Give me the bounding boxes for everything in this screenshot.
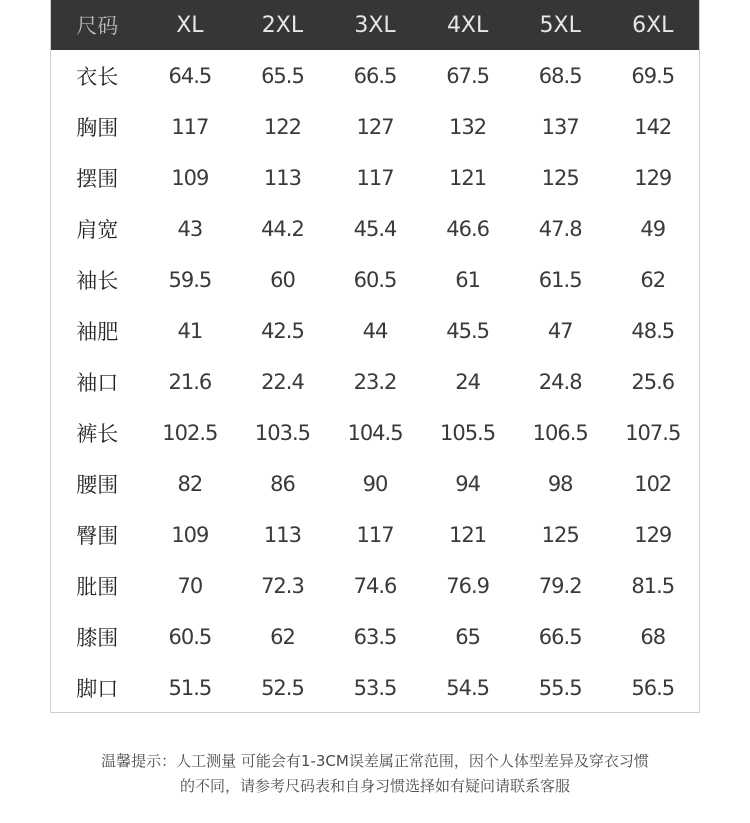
table-cell: 61.5	[538, 267, 582, 292]
table-cell: 53.5	[353, 675, 397, 700]
table-cell: 66.5	[353, 63, 397, 88]
table-row	[51, 152, 699, 203]
table-cell: 72.3	[261, 573, 304, 598]
table-row	[51, 305, 699, 356]
row-label: 脚口	[76, 676, 119, 701]
table-row	[51, 101, 699, 152]
table-cell: 47	[547, 318, 573, 343]
table-cell: 45.4	[353, 216, 397, 241]
table-cell: 107.5	[625, 420, 681, 445]
table-row	[51, 50, 699, 101]
table-row	[51, 458, 699, 509]
table-cell: 70	[177, 573, 203, 598]
note-line-1: 温馨提示：人工测量 可能会有1-3CM误差属正常范围，因个人体型差异及穿衣习惯	[101, 752, 649, 770]
table-cell: 98	[547, 471, 573, 496]
table-cell: 23.2	[353, 369, 397, 394]
row-label: 肶围	[76, 574, 119, 599]
row-label: 袖长	[76, 268, 119, 293]
table-cell: 56.5	[631, 675, 675, 700]
table-cell: 104.5	[347, 420, 403, 445]
header-cell-5xl: 5XL	[539, 12, 581, 38]
header-cell-4xl: 4XL	[446, 12, 489, 38]
table-cell: 102.5	[162, 420, 218, 445]
table-cell: 117	[171, 114, 209, 139]
row-label: 膝围	[76, 625, 119, 650]
table-cell: 66.5	[538, 624, 582, 649]
table-cell: 142	[634, 114, 672, 139]
table-cell: 60.5	[168, 624, 212, 649]
table-cell: 41	[177, 318, 203, 343]
table-cell: 65	[455, 624, 480, 649]
table-cell: 76.9	[446, 573, 489, 598]
table-row	[51, 203, 699, 254]
note-line-2: 的不同，请参考尺码表和自身习惯选择如有疑问请联系客服	[179, 777, 570, 795]
row-label: 裤长	[76, 421, 119, 446]
table-cell: 109	[171, 165, 209, 190]
table-cell: 117	[356, 165, 394, 190]
row-label: 摆围	[76, 166, 119, 191]
table-body	[51, 50, 699, 713]
table-cell: 129	[634, 165, 672, 190]
table-cell: 86	[270, 471, 295, 496]
table-cell: 64.5	[168, 63, 212, 88]
table-cell: 117	[356, 522, 394, 547]
header-cell-2xl: 2XL	[261, 12, 304, 38]
table-row	[51, 611, 699, 662]
table-row	[51, 254, 699, 305]
table-cell: 65.5	[261, 63, 304, 88]
table-cell: 125	[541, 165, 579, 190]
table-cell: 113	[263, 165, 301, 190]
table-cell: 103.5	[254, 420, 310, 445]
row-label: 袖肥	[76, 319, 119, 344]
table-cell: 59.5	[168, 267, 212, 292]
table-cell: 46.6	[446, 216, 489, 241]
header-cell-xl: XL	[176, 12, 204, 38]
table-cell: 43	[177, 216, 203, 241]
table-cell: 52.5	[261, 675, 304, 700]
table-cell: 62	[640, 267, 666, 292]
row-label: 衣长	[76, 64, 119, 89]
table-cell: 121	[449, 522, 487, 547]
table-cell: 42.5	[261, 318, 304, 343]
table-cell: 129	[634, 522, 672, 547]
table-cell: 63.5	[353, 624, 397, 649]
table-cell: 106.5	[532, 420, 588, 445]
table-cell: 47.8	[538, 216, 582, 241]
table-cell: 127	[356, 114, 394, 139]
table-cell: 51.5	[168, 675, 212, 700]
row-label: 腰围	[76, 472, 119, 497]
table-cell: 68.5	[538, 63, 582, 88]
table-cell: 22.4	[261, 369, 304, 394]
row-label: 臀围	[76, 523, 119, 548]
header-cell-size: 尺码	[76, 14, 119, 38]
table-cell: 55.5	[538, 675, 582, 700]
row-label: 胸围	[76, 115, 119, 140]
table-cell: 81.5	[631, 573, 675, 598]
table-cell: 60	[270, 267, 295, 292]
table-cell: 102	[634, 471, 672, 496]
measurement-note	[0, 749, 750, 799]
table-row	[51, 560, 699, 611]
table-header-row	[51, 0, 699, 50]
table-cell: 74.6	[353, 573, 397, 598]
table-cell: 60.5	[353, 267, 397, 292]
table-cell: 105.5	[440, 420, 496, 445]
table-cell: 137	[541, 114, 579, 139]
table-cell: 132	[449, 114, 487, 139]
table-cell: 69.5	[631, 63, 675, 88]
table-cell: 79.2	[538, 573, 582, 598]
table-cell: 67.5	[446, 63, 489, 88]
table-cell: 121	[449, 165, 487, 190]
size-chart-table	[50, 0, 700, 713]
table-cell: 44	[362, 318, 388, 343]
table-cell: 25.6	[631, 369, 675, 394]
table-cell: 68	[640, 624, 666, 649]
table-cell: 62	[270, 624, 295, 649]
table-cell: 24	[455, 369, 480, 394]
table-cell: 61	[455, 267, 480, 292]
table-cell: 94	[455, 471, 480, 496]
table-cell: 21.6	[168, 369, 212, 394]
table-cell: 109	[171, 522, 209, 547]
table-cell: 122	[263, 114, 301, 139]
row-label: 袖口	[76, 370, 119, 395]
table-cell: 113	[263, 522, 301, 547]
table-cell: 49	[640, 216, 666, 241]
table-cell: 125	[541, 522, 579, 547]
table-row	[51, 662, 699, 713]
table-row	[51, 356, 699, 407]
table-cell: 54.5	[446, 675, 489, 700]
table-row	[51, 509, 699, 560]
header-cell-3xl: 3XL	[354, 12, 396, 38]
table-row	[51, 407, 699, 458]
table-cell: 48.5	[631, 318, 675, 343]
header-cell-6xl: 6XL	[632, 12, 674, 38]
table-cell: 90	[362, 471, 388, 496]
row-label: 肩宽	[76, 217, 119, 242]
table-cell: 45.5	[446, 318, 489, 343]
table-cell: 82	[177, 471, 203, 496]
table-cell: 24.8	[538, 369, 582, 394]
table-cell: 44.2	[261, 216, 304, 241]
